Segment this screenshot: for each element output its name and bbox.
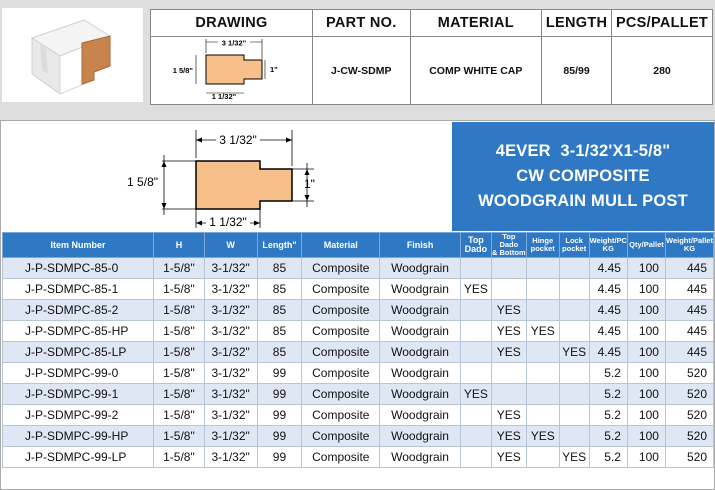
table-cell: [559, 300, 589, 321]
table-row: [3, 279, 714, 300]
table-cell: YES: [559, 342, 589, 363]
table-cell: YES: [526, 426, 559, 447]
table-cell: 1-5/8": [154, 300, 205, 321]
table-cell: [460, 321, 491, 342]
table-cell: YES: [491, 405, 526, 426]
table-cell: Composite: [302, 258, 380, 279]
column-header: Item Number: [3, 233, 154, 258]
table-cell: 3-1/32": [204, 405, 257, 426]
small-drawing-cell: [151, 37, 313, 105]
small-bottom-label: 1 1/32": [212, 92, 237, 101]
table-cell: YES: [491, 342, 526, 363]
table-cell: 520: [665, 405, 713, 426]
table-cell: [526, 258, 559, 279]
table-cell: YES: [491, 300, 526, 321]
table-cell: [559, 258, 589, 279]
table-cell: 520: [665, 384, 713, 405]
table-cell: 85: [257, 342, 302, 363]
table-cell: 445: [665, 342, 713, 363]
column-header: H: [154, 233, 205, 258]
table-row: [3, 426, 714, 447]
table-cell: 100: [627, 279, 665, 300]
table-cell: [559, 405, 589, 426]
table-cell: 85: [257, 258, 302, 279]
table-cell: 1-5/8": [154, 342, 205, 363]
small-step-label: 1": [270, 65, 279, 74]
column-header: W: [204, 233, 257, 258]
table-cell: [491, 279, 526, 300]
table-cell: [526, 405, 559, 426]
table-cell: [491, 258, 526, 279]
table-cell: YES: [491, 447, 526, 468]
table-cell: Woodgrain: [380, 258, 461, 279]
table-cell: Woodgrain: [380, 300, 461, 321]
table-cell: 3-1/32": [204, 384, 257, 405]
column-header: Lock pocket: [559, 233, 589, 258]
table-cell: 520: [665, 447, 713, 468]
column-header: Material: [302, 233, 380, 258]
table-cell: Composite: [302, 426, 380, 447]
product-title-line-3: WOODGRAIN MULL POST: [478, 192, 688, 210]
table-cell: [460, 405, 491, 426]
material-value: COMP WHITE CAP: [410, 37, 542, 105]
pcs-pallet-value: 280: [612, 37, 713, 105]
table-cell: 100: [627, 342, 665, 363]
table-cell: 85: [257, 321, 302, 342]
table-cell: 100: [627, 405, 665, 426]
table-cell: YES: [460, 384, 491, 405]
product-title-line-2: CW COMPOSITE: [516, 167, 650, 185]
header-length: LENGTH: [542, 10, 612, 37]
table-cell: Woodgrain: [380, 321, 461, 342]
table-cell: [559, 321, 589, 342]
table-cell: 445: [665, 279, 713, 300]
table-row: [3, 363, 714, 384]
table-cell: Composite: [302, 363, 380, 384]
table-cell: 99: [257, 384, 302, 405]
table-cell: [491, 363, 526, 384]
table-cell: 445: [665, 258, 713, 279]
table-cell: 100: [627, 384, 665, 405]
table-cell: 1-5/8": [154, 258, 205, 279]
table-row: [3, 405, 714, 426]
table-cell: Woodgrain: [380, 342, 461, 363]
table-cell: 1-5/8": [154, 321, 205, 342]
large-profile-drawing: [2, 122, 451, 232]
table-cell: YES: [491, 426, 526, 447]
column-header: Weight/Pallet KG: [665, 233, 713, 258]
table-cell: 5.2: [589, 426, 627, 447]
table-cell: 445: [665, 321, 713, 342]
table-row: [3, 447, 714, 468]
table-cell: 1-5/8": [154, 279, 205, 300]
table-cell: 3-1/32": [204, 342, 257, 363]
table-cell: YES: [526, 321, 559, 342]
small-width-label: 3 1/32": [222, 38, 247, 48]
table-cell: YES: [491, 321, 526, 342]
table-cell: Woodgrain: [380, 279, 461, 300]
table-cell: [559, 426, 589, 447]
table-cell: [526, 279, 559, 300]
table-row: [3, 258, 714, 279]
table-cell: 5.2: [589, 447, 627, 468]
table-cell: 85: [257, 279, 302, 300]
table-cell: Composite: [302, 384, 380, 405]
table-cell: 3-1/32": [204, 321, 257, 342]
table-cell: [460, 342, 491, 363]
table-cell: J-P-SDMPC-99-0: [3, 363, 154, 384]
table-cell: 5.2: [589, 405, 627, 426]
table-cell: 100: [627, 363, 665, 384]
small-height-label: 1 5/8": [173, 66, 194, 75]
table-cell: [460, 426, 491, 447]
table-cell: Woodgrain: [380, 363, 461, 384]
table-cell: [460, 300, 491, 321]
mull-post-image: [2, 8, 143, 102]
table-cell: 445: [665, 300, 713, 321]
column-header: Length": [257, 233, 302, 258]
table-cell: 99: [257, 447, 302, 468]
table-cell: 100: [627, 300, 665, 321]
table-cell: [491, 384, 526, 405]
table-cell: 100: [627, 258, 665, 279]
column-header: Top Dado & Bottom: [491, 232, 526, 257]
table-cell: Woodgrain: [380, 405, 461, 426]
product-thumbnail: [2, 8, 143, 102]
spec-table: [150, 9, 713, 105]
table-cell: 5.2: [589, 363, 627, 384]
table-cell: 4.45: [589, 258, 627, 279]
header-part-no: PART NO.: [312, 10, 410, 37]
product-panel: [0, 120, 715, 490]
table-cell: 4.45: [589, 321, 627, 342]
table-cell: YES: [460, 279, 491, 300]
table-cell: [526, 300, 559, 321]
table-cell: 1-5/8": [154, 384, 205, 405]
table-cell: 1-5/8": [154, 426, 205, 447]
table-cell: [559, 363, 589, 384]
table-cell: J-P-SDMPC-99-2: [3, 405, 154, 426]
table-cell: 1-5/8": [154, 447, 205, 468]
table-cell: 3-1/32": [204, 300, 257, 321]
small-profile-drawing: [152, 37, 310, 101]
product-title-line-1: 4EVER 3-1/32'X1-5/8": [495, 142, 671, 160]
table-cell: 4.45: [589, 279, 627, 300]
table-cell: [460, 363, 491, 384]
table-cell: 3-1/32": [204, 426, 257, 447]
table-cell: J-P-SDMPC-85-HP: [3, 321, 154, 342]
table-cell: 100: [627, 447, 665, 468]
large-drawing: [2, 122, 451, 232]
item-table: [2, 232, 714, 468]
table-row: [3, 384, 714, 405]
table-cell: 100: [627, 426, 665, 447]
header-pcs-pallet: PCS/PALLET: [612, 10, 713, 37]
large-height-label: 1 5/8": [127, 175, 158, 189]
table-cell: Composite: [302, 300, 380, 321]
table-cell: 3-1/32": [204, 447, 257, 468]
product-title-box: [452, 122, 714, 231]
large-bottom-label: 1 1/32": [209, 215, 247, 229]
table-cell: 99: [257, 405, 302, 426]
table-cell: 85: [257, 300, 302, 321]
table-cell: [526, 342, 559, 363]
item-table-header: [3, 233, 714, 258]
table-cell: J-P-SDMPC-99-HP: [3, 426, 154, 447]
table-row: [3, 342, 714, 363]
table-cell: 3-1/32": [204, 258, 257, 279]
table-cell: 3-1/32": [204, 279, 257, 300]
table-cell: 99: [257, 426, 302, 447]
table-cell: Woodgrain: [380, 447, 461, 468]
table-row: [3, 321, 714, 342]
table-cell: [526, 447, 559, 468]
table-cell: 99: [257, 363, 302, 384]
table-cell: Composite: [302, 321, 380, 342]
column-header: Qty/Pallet: [627, 233, 665, 258]
table-cell: Composite: [302, 342, 380, 363]
table-cell: [559, 279, 589, 300]
table-cell: 4.45: [589, 300, 627, 321]
table-cell: [460, 447, 491, 468]
table-cell: Composite: [302, 405, 380, 426]
table-cell: J-P-SDMPC-85-2: [3, 300, 154, 321]
table-cell: [559, 384, 589, 405]
table-cell: 520: [665, 426, 713, 447]
header-drawing: DRAWING: [151, 10, 313, 37]
large-width-label: 3 1/32": [219, 133, 257, 147]
column-header: Finish: [380, 233, 461, 258]
table-cell: J-P-SDMPC-85-0: [3, 258, 154, 279]
table-cell: Woodgrain: [380, 426, 461, 447]
part-no-value: J-CW-SDMP: [312, 37, 410, 105]
table-cell: Woodgrain: [380, 384, 461, 405]
table-cell: J-P-SDMPC-99-LP: [3, 447, 154, 468]
table-cell: J-P-SDMPC-99-1: [3, 384, 154, 405]
table-cell: J-P-SDMPC-85-1: [3, 279, 154, 300]
table-cell: J-P-SDMPC-85-LP: [3, 342, 154, 363]
table-cell: 4.45: [589, 342, 627, 363]
table-cell: 100: [627, 321, 665, 342]
table-cell: 520: [665, 363, 713, 384]
table-cell: Composite: [302, 447, 380, 468]
column-header: Top Dado: [460, 233, 491, 258]
length-value: 85/99: [542, 37, 612, 105]
table-cell: 1-5/8": [154, 363, 205, 384]
table-cell: Composite: [302, 279, 380, 300]
column-header: Weight/PC KG: [589, 233, 627, 258]
table-cell: [526, 384, 559, 405]
column-header: Hinge pocket: [526, 233, 559, 258]
header-material: MATERIAL: [410, 10, 542, 37]
table-cell: 3-1/32": [204, 363, 257, 384]
table-cell: 5.2: [589, 384, 627, 405]
table-cell: [526, 363, 559, 384]
table-row: [3, 300, 714, 321]
large-step-label: 1": [304, 177, 315, 191]
table-cell: [460, 258, 491, 279]
table-cell: YES: [559, 447, 589, 468]
table-cell: 1-5/8": [154, 405, 205, 426]
